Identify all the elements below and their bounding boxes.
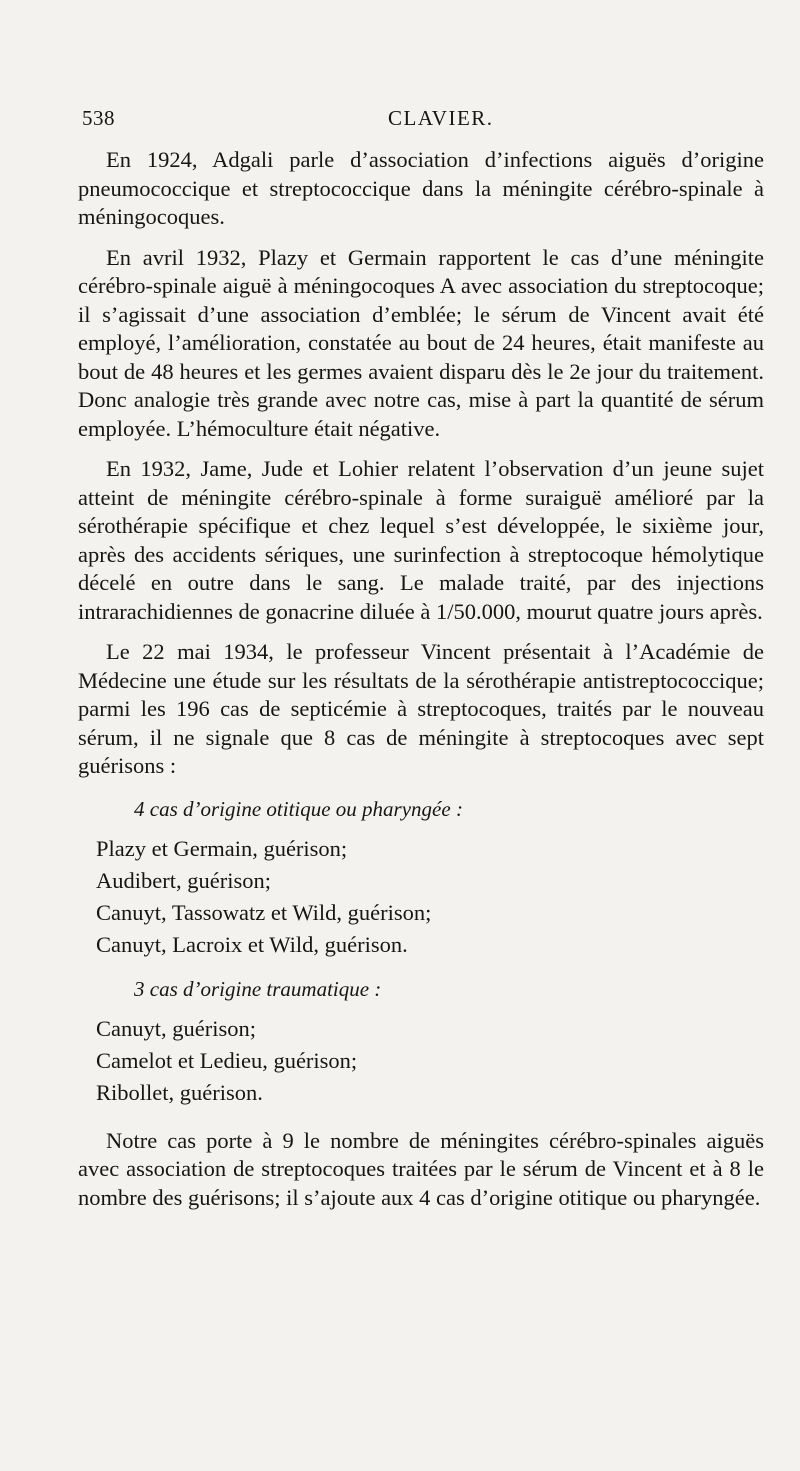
case-item: Canuyt, Tassowatz et Wild, guérison;	[96, 899, 432, 925]
case-item: Canuyt, Lacroix et Wild, guérison.	[96, 931, 408, 957]
paragraph-adgali: En 1924, Adgali parle d’association d’infections aiguës d’origine pneumococcique et streptococcique dans la méningite cérébro-spinale à méningocoques.	[78, 147, 764, 229]
running-head	[82, 106, 710, 136]
case-item: Ribollet, guérison.	[96, 1079, 263, 1105]
case-item: Camelot et Ledieu, guérison;	[96, 1047, 358, 1073]
case-item: Canuyt, guérison;	[96, 1015, 256, 1041]
otitic-cases-heading: 4 cas d’origine otitique ou pharyngée :	[134, 796, 463, 821]
otitic-cases-list	[96, 833, 764, 961]
paragraph-conclusion: Notre cas porte à 9 le nombre de méningites cérébro-spinales aiguës avec association de streptocoques traitées par le sérum de Vincent et à 8 le nombre des guérisons; il s’ajoute aux 4 cas d’origine otitique ou pharyngée.	[78, 1127, 764, 1210]
body-text	[78, 146, 764, 1224]
case-item: Audibert, guérison;	[96, 867, 271, 893]
paragraph-plazy-germain: En avril 1932, Plazy et Germain rapportent le cas d’une méningite cérébro-spinale aiguë à méningocoques A avec association du streptocoque; il s’agissait d’une association d’emblée; le sérum de Vincent avait été employé, l’amélioration, constatée au bout de 24 heures, était manifeste au bout de 48 heures et les germes avaient disparu dès le 2e jour du traitement. Donc analogie très grande avec notre cas, mise à part la quantité de sérum employée. L’hémoculture était négative.	[78, 244, 764, 441]
case-item: Plazy et Germain, guérison;	[96, 835, 348, 861]
page-number: 538	[82, 106, 115, 130]
final-section	[78, 1127, 764, 1213]
paragraph-vincent: Le 22 mai 1934, le professeur Vincent présentait à l’Académie de Médecine une étude sur les résultats de la sérothérapie antistreptococcique; parmi les 196 cas de septicémie à streptocoques, traités par le nouveau sérum, il ne signale que 8 cas de méningite à streptocoques avec sept guérisons :	[78, 639, 764, 778]
traumatic-cases-heading: 3 cas d’origine traumatique :	[134, 976, 382, 1001]
running-head-author: CLAVIER.	[388, 106, 494, 130]
paragraph-jame-jude-lohier: En 1932, Jame, Jude et Lohier relatent l’observation d’un jeune sujet atteint de méningite cérébro-spinale à forme suraiguë amélioré par la sérothérapie spécifique et chez lequel s’est développée, le sixième jour, après des accidents sériques, une surinfection à streptocoque hémolytique décelé en outre dans le sang. Le malade traité, par des injections intrarachidiennes de gonacrine diluée à 1/50.000, mourut quatre jours après.	[78, 456, 764, 624]
traumatic-cases-list	[96, 1013, 764, 1109]
